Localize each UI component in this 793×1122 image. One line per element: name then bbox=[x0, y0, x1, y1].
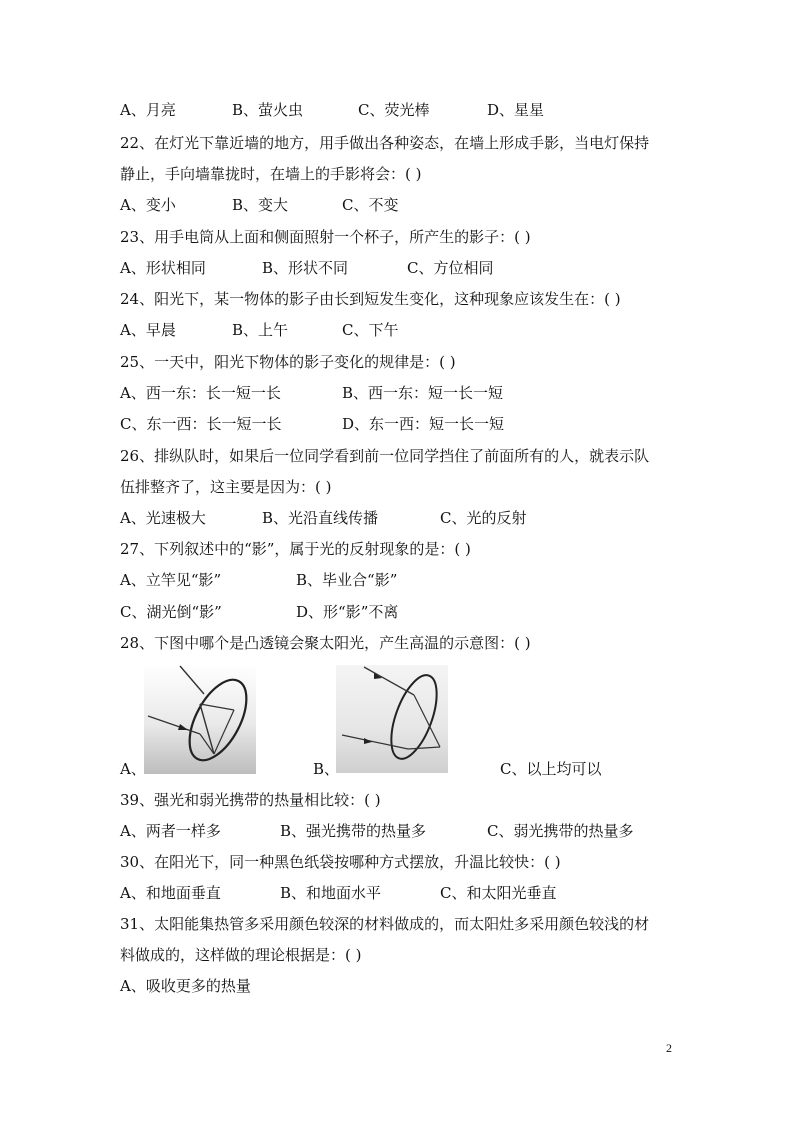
q22-option-a: A、变小 bbox=[120, 196, 176, 214]
q27-option-a: A、立竿见“影” bbox=[120, 571, 222, 589]
q27-text: 27、下列叙述中的“影”，属于光的反射现象的是：( ) bbox=[120, 540, 471, 558]
q29-option-a: A、两者一样多 bbox=[120, 822, 221, 840]
q21-option-a: A、月亮 bbox=[120, 101, 176, 119]
q31-text-line2: 料做成的，这样做的理论根据是：( ) bbox=[120, 946, 362, 964]
q29-option-c: C、弱光携带的热量多 bbox=[487, 822, 634, 840]
q24-option-a: A、早晨 bbox=[120, 321, 176, 339]
q23-option-b: B、形状不同 bbox=[262, 259, 349, 277]
q22-option-c: C、不变 bbox=[342, 196, 399, 214]
q30-option-b: B、和地面水平 bbox=[280, 884, 382, 902]
q24-option-b: B、上午 bbox=[232, 321, 289, 339]
q26-option-b: B、光沿直线传播 bbox=[262, 509, 379, 527]
q24-text: 24、阳光下，某一物体的影子由长到短发生变化，这种现象应该发生在：( ) bbox=[120, 290, 621, 308]
q30-text: 30、在阳光下，同一种黑色纸袋按哪种方式摆放，升温比较快：( ) bbox=[120, 853, 561, 871]
q27-option-d: D、形“影”不离 bbox=[296, 603, 399, 621]
q23-text: 23、用手电筒从上面和侧面照射一个杯子，所产生的影子：( ) bbox=[120, 228, 531, 246]
q22-text-line1: 22、在灯光下靠近墙的地方，用手做出各种姿态，在墙上形成手影，当电灯保持 bbox=[120, 134, 650, 152]
page-number: 2 bbox=[666, 1041, 672, 1055]
q28-text: 28、下图中哪个是凸透镜会聚太阳光，产生高温的示意图：( ) bbox=[120, 634, 531, 652]
q28-option-c: C、以上均可以 bbox=[500, 760, 602, 778]
q22-option-b: B、变大 bbox=[232, 196, 289, 214]
q30-option-a: A、和地面垂直 bbox=[120, 884, 221, 902]
q26-text-line2: 伍排整齐了，这主要是因为：( ) bbox=[120, 478, 332, 496]
q21-option-d: D、星星 bbox=[487, 101, 545, 119]
q25-option-b: B、西一东：短一长一短 bbox=[342, 384, 504, 402]
q26-option-a: A、光速极大 bbox=[120, 509, 206, 527]
q28-option-b: B、 bbox=[313, 760, 340, 778]
lens-figure-b bbox=[336, 665, 448, 773]
q22-text-line2: 静止，手向墙靠拢时，在墙上的手影将会：( ) bbox=[120, 165, 422, 183]
q25-text: 25、一天中，阳光下物体的影子变化的规律是：( ) bbox=[120, 353, 456, 371]
q31-text-line1: 31、太阳能集热管多采用颜色较深的材料做成的，而太阳灶多采用颜色较浅的材 bbox=[120, 915, 650, 933]
q24-option-c: C、下午 bbox=[342, 321, 399, 339]
q26-text-line1: 26、排纵队时，如果后一位同学看到前一位同学挡住了前面所有的人，就表示队 bbox=[120, 447, 650, 465]
q29-option-b: B、强光携带的热量多 bbox=[280, 822, 427, 840]
q31-option-a: A、吸收更多的热量 bbox=[120, 977, 251, 995]
q25-option-a: A、西一东：长一短一长 bbox=[120, 384, 281, 402]
q27-option-c: C、湖光倒“影” bbox=[120, 603, 222, 621]
q30-option-c: C、和太阳光垂直 bbox=[440, 884, 557, 902]
q26-option-c: C、光的反射 bbox=[440, 509, 527, 527]
q28-option-a: A、 bbox=[120, 760, 146, 778]
q23-option-a: A、形状相同 bbox=[120, 259, 206, 277]
q25-option-d: D、东一西：短一长一短 bbox=[342, 415, 505, 433]
q21-option-c: C、荧光棒 bbox=[358, 101, 430, 119]
q21-option-b: B、萤火虫 bbox=[232, 101, 304, 119]
q23-option-c: C、方位相同 bbox=[407, 259, 494, 277]
q29-text: 39、强光和弱光携带的热量相比较：( ) bbox=[120, 791, 381, 809]
q27-option-b: B、毕业合“影” bbox=[296, 571, 398, 589]
q25-option-c: C、东一西：长一短一长 bbox=[120, 415, 282, 433]
lens-figure-a bbox=[144, 664, 256, 774]
